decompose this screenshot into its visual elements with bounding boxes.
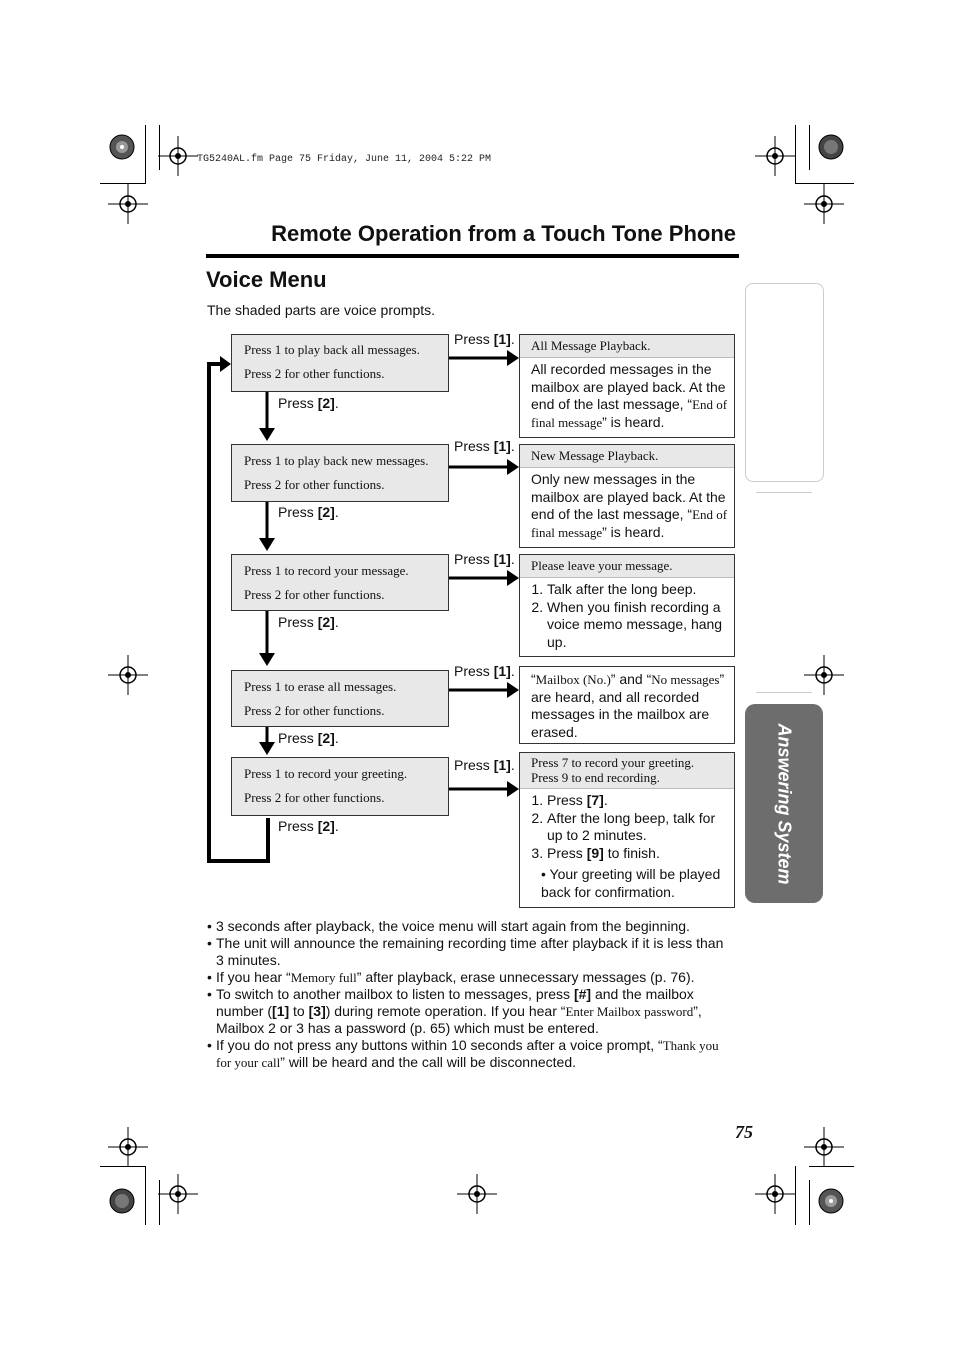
list-item: • 3 seconds after playback, the voice menu will start again from the beginning. [207,918,735,935]
press-2-label: Press [2]. [278,818,339,834]
result-box-greeting [519,752,735,908]
prompt-line: Press 1 to record your greeting. [244,766,408,781]
voice-prompt: End of final message [531,397,728,430]
page-number: 75 [735,1122,753,1142]
voice-prompt: Memory full [290,970,357,985]
result-description: Only new messages in the mailbox are played back. At the end of the last message, “End of final message” is heard. [531,471,728,540]
list-item: 2. After the long beep, talk for up to 2 minutes. [547,810,730,845]
voice-prompt: Mailbox (No.) [535,672,611,687]
section-title: Voice Menu [206,267,327,292]
voice-prompt: All Message Playback. [520,335,734,358]
divider [756,692,812,693]
voice-prompt: Press 7 to record your greeting. Press 9 to end recording. [520,753,734,789]
prompt-box-record-message [231,554,449,611]
result-description: All recorded messages in the mailbox are played back. At the end of the last message, “End of final message” is heard. [531,361,728,430]
prompt-box-play-all [231,334,449,392]
notes-list [207,918,735,1071]
prompt-line: Press 2 for other functions. [244,790,385,805]
press-2-label: Press [2]. [278,614,339,630]
press-1-label: Press [1]. [454,551,515,567]
prompt-box-play-new [231,444,449,502]
list-item: • Your greeting will be played back for confirmation. [541,866,721,900]
result-box-new-playback [519,444,735,548]
prompt-line: Press 2 for other functions. [244,366,385,381]
prompt-line: Press 2 for other functions. [244,477,385,492]
press-2-label: Press [2]. [278,730,339,746]
prompt-line: Press 1 to play back new messages. [244,453,429,468]
prompt-box-erase-all [231,670,449,727]
file-header: TG5240AL.fm Page 75 Friday, June 11, 2004 5:22 PM [197,154,492,165]
list-item: • The unit will announce the remaining recording time after playback if it is less than 3 minutes. [207,935,735,969]
voice-prompt: New Message Playback. [520,445,734,468]
list-item: 2. When you finish recording a voice memo message, hang up. [547,599,730,652]
side-tab-label: Answering System [774,723,795,885]
voice-prompt: Thank you for your call [216,1038,719,1070]
list-item: 1. Press [7]. [547,792,730,810]
result-box-all-playback [519,334,735,438]
press-1-label: Press [1]. [454,331,515,347]
result-description: “Mailbox (No.)” and “No messages” are heard, and all recorded messages in the mailbox are erased. [531,671,725,740]
press-1-label: Press [1]. [454,663,515,679]
side-tab-answering-system [745,704,823,903]
voice-prompt: End of final message [531,507,728,540]
press-2-label: Press [2]. [278,395,339,411]
list-item: 1. Talk after the long beep. [547,581,730,599]
result-steps [520,578,734,655]
prompt-line: Press 1 to erase all messages. [244,679,397,694]
list-item: • If you hear “Memory full” after playback, erase unnecessary messages (p. 76). [207,969,735,986]
divider [756,492,812,493]
press-1-label: Press [1]. [454,438,515,454]
list-item: • If you do not press any buttons within 10 seconds after a voice prompt, “Thank you for your call” will be heard and the call will be disconnected. [207,1037,735,1071]
loop-arrow-head-icon [220,356,231,372]
press-1-label: Press [1]. [454,757,515,773]
result-steps [520,789,734,905]
prompt-line: Press 1 to play back all messages. [244,342,420,357]
result-box-erase [519,666,735,744]
prompt-line: Press 2 for other functions. [244,703,385,718]
side-tab-blank [745,283,824,482]
list-item: 3. Press [9] to finish. [547,845,730,863]
chapter-title: Remote Operation from a Touch Tone Phone [271,221,736,246]
list-item: • To switch to another mailbox to listen to messages, press [#] and the mailbox number ([1] to [3]) during remote operation. If you hear “Enter Mailbox password”, Mailbox 2 or 3 has a password (p. 65) which must be entered. [207,986,735,1037]
prompt-box-record-greeting [231,757,449,816]
voice-prompt: Enter Mailbox password [565,1004,694,1019]
voice-prompt: Please leave your message. [520,555,734,578]
intro-text: The shaded parts are voice prompts. [207,302,436,318]
voice-prompt: No messages [651,672,720,687]
prompt-line: Press 1 to record your message. [244,563,409,578]
press-2-label: Press [2]. [278,504,339,520]
prompt-line: Press 2 for other functions. [244,587,385,602]
result-box-leave-message [519,554,735,657]
